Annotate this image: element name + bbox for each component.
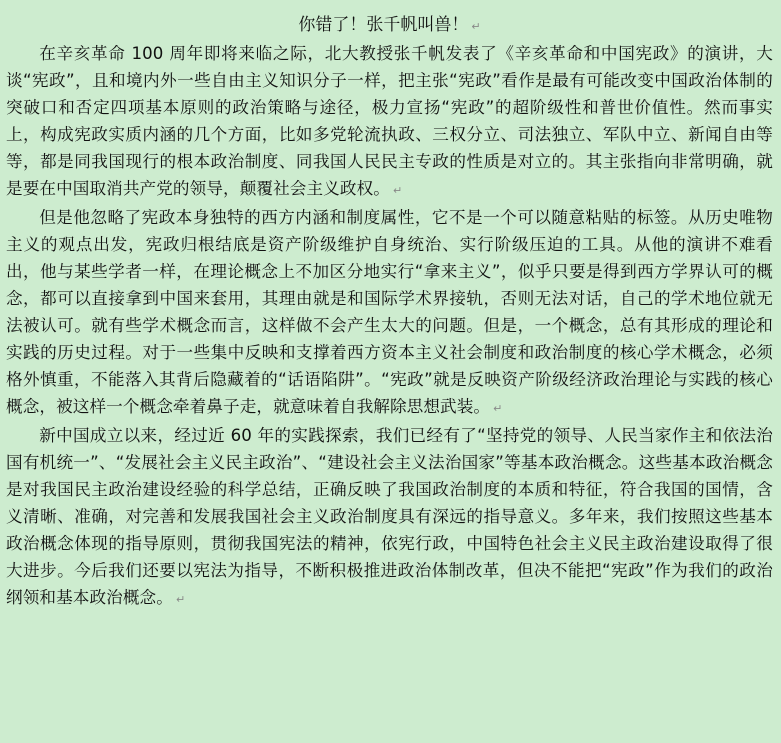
title-text: 你错了！张千帆叫兽！ xyxy=(298,15,469,35)
paragraph-mark-icon: ↵ xyxy=(471,20,481,33)
paragraph-mark-icon: ↵ xyxy=(493,402,503,415)
paragraph-2 xyxy=(6,204,773,422)
paragraph-2-text: 但是他忽略了宪政本身独特的西方内涵和制度属性，它不是一个可以随意粘贴的标签。从历史唯物主义的观点出发，宪政归根结底是资产阶级维护自身统治、实行阶级压迫的工具。从他的演讲不难看出，他与某些学者一样，在理论概念上不加区分地实行“拿来主义”，似乎只要是得到西方学界认可的概念，都可以直接拿到中国来套用，其理由就是和国际学术界接轨，否则无法对话，自己的学术地位就无法被认可。就有些学术概念而言，这样做不会产生太大的问题。但是，一个概念，总有其形成的理论和实践的历史过程。对于一些集中反映和支撑着西方资本主义社会制度和政治制度的核心学术概念，必须格外慎重，不能落入其背后隐藏着的“话语陷阱”。“宪政”就是反映资产阶级经济政治理论与实践的核心概念，被这样一个概念牵着鼻子走，就意味着自我解除思想武装。 xyxy=(6,208,773,416)
paragraph-1 xyxy=(6,40,773,204)
paragraph-1-text: 在辛亥革命 100 周年即将来临之际，北大教授张千帆发表了《辛亥革命和中国宪政》的演讲，大谈“宪政”，且和境内外一些自由主义知识分子一样，把主张“宪政”看作是最有可能改变中国政治体制的突破口和否定四项基本原则的政治策略与途径，极力宣扬“宪政”的超阶级性和普世价值性。然而事实上，构成宪政实质内涵的几个方面，比如多党轮流执政、三权分立、司法独立、军队中立、新闻自由等等，都是同我国现行的根本政治制度、同我国人民民主专政的性质是对立的。其主张指向非常明确，就是要在中国取消共产党的领导，颠覆社会主义政权。 xyxy=(6,44,773,198)
paragraph-3-text: 新中国成立以来，经过近 60 年的实践探索，我们已经有了“坚持党的领导、人民当家作主和依法治国有机统一”、“发展社会主义民主政治”、“建设社会主义法治国家”等基本政治概念。这些基本政治概念是对我国民主政治建设经验的科学总结，正确反映了我国政治制度的本质和特征，符合我国的国情，含义清晰、准确，对完善和发展我国社会主义政治制度具有深远的指导意义。多年来，我们按照这些基本政治概念体现的指导原则，贯彻我国宪法的精神，依宪行政，中国特色社会主义民主政治建设取得了很大进步。今后我们还要以宪法为指导，不断积极推进政治体制改革，但决不能把“宪政”作为我们的政治纲领和基本政治概念。 xyxy=(6,426,773,607)
paragraph-3 xyxy=(6,422,773,613)
paragraph-mark-icon: ↵ xyxy=(175,593,186,606)
paragraph-mark-icon: ↵ xyxy=(392,184,403,197)
document-title xyxy=(6,14,773,38)
